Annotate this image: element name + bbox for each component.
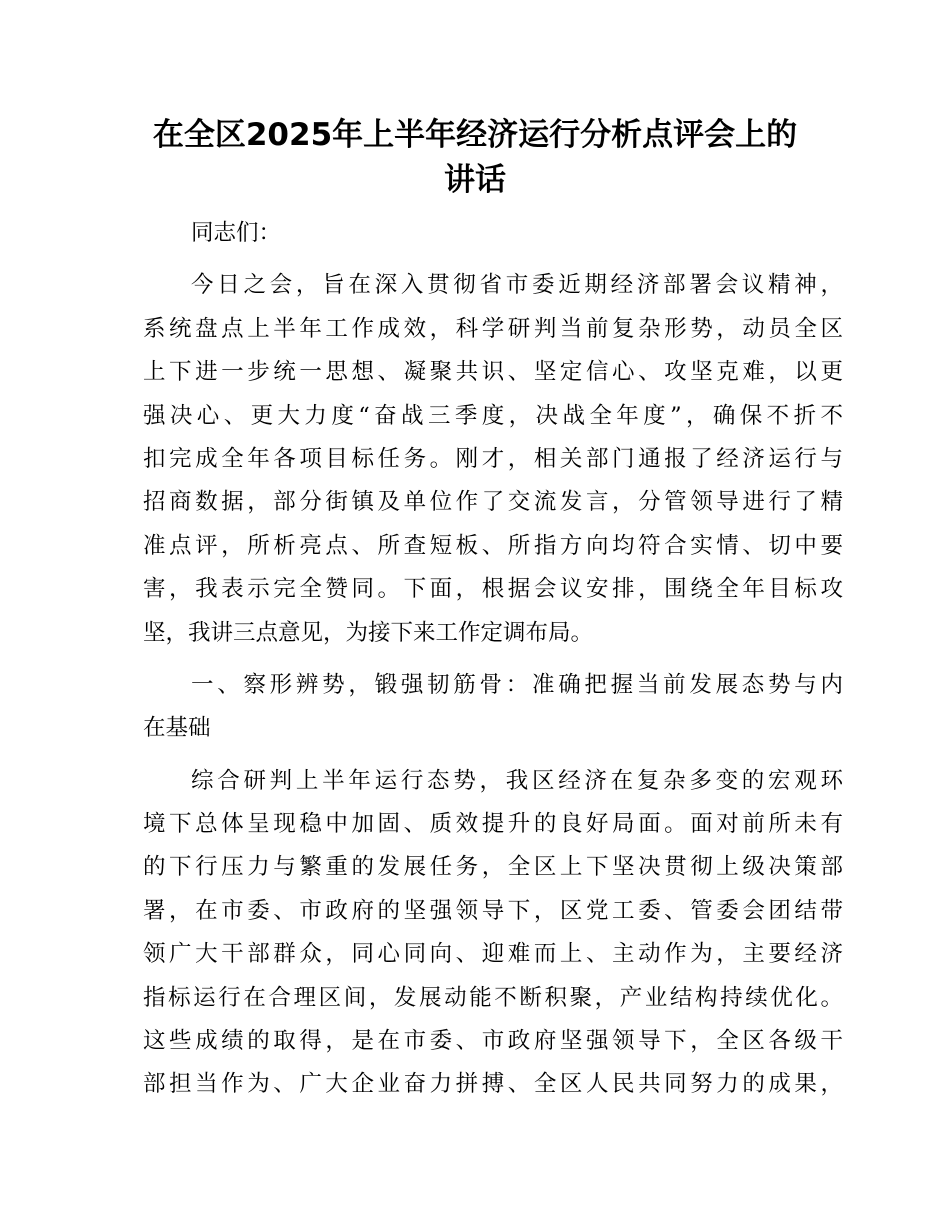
paragraph-line: 害，我表示完全赞同。下面，根据会议安排，围绕全年目标攻 bbox=[143, 576, 843, 603]
paragraph-line: 部担当作为、广大企业奋力拼搏、全区人民共同努力的成果， bbox=[143, 1071, 843, 1098]
paragraph-line: 坚，我讲三点意见，为接下来工作定调布局。 bbox=[143, 619, 594, 646]
paragraph-line: 署，在市委、市政府的坚强领导下，区党工委、管委会团结带 bbox=[143, 897, 843, 924]
document-title-line-1: 在全区2025年上半年经济运行分析点评会上的 bbox=[152, 117, 798, 153]
heading-line: 在基础 bbox=[143, 715, 211, 742]
document-body bbox=[143, 212, 843, 1107]
paragraph-line: 综合研判上半年运行态势，我区经济在复杂多变的宏观环 bbox=[191, 767, 843, 794]
paragraph-line: 指标运行在合理区间，发展动能不断积聚，产业结构持续优化。 bbox=[143, 984, 843, 1011]
paragraph-line: 强决心、更大力度“奋战三季度，决战全年度”，确保不折不 bbox=[143, 402, 843, 429]
paragraph-line: 招商数据，部分街镇及单位作了交流发言，分管领导进行了精 bbox=[143, 489, 843, 516]
paragraph-line: 领广大干部群众，同心同向、迎难而上、主动作为，主要经济 bbox=[143, 941, 843, 968]
paragraph-line: 扣完成全年各项目标任务。刚才，相关部门通报了经济运行与 bbox=[143, 445, 843, 472]
paragraph-line: 境下总体呈现稳中加固、质效提升的良好局面。面对前所未有 bbox=[143, 811, 843, 838]
section-heading-1 bbox=[143, 664, 843, 751]
paragraph-1 bbox=[143, 264, 843, 655]
paragraph-line: 今日之会，旨在深入贯彻省市委近期经济部署会议精神， bbox=[191, 272, 843, 299]
paragraph-line: 这些成绩的取得，是在市委、市政府坚强领导下，全区各级干 bbox=[143, 1028, 843, 1055]
paragraph-2 bbox=[143, 760, 843, 1107]
document-title-line-2: 讲话 bbox=[444, 162, 506, 198]
greeting: 同志们： bbox=[191, 220, 282, 246]
paragraph-line: 准点评，所析亮点、所查短板、所指方向均符合实情、切中要 bbox=[143, 532, 843, 559]
paragraph-line: 的下行压力与繁重的发展任务，全区上下坚决贯彻上级决策部 bbox=[143, 854, 843, 881]
heading-line: 一、察形辨势，锻强韧筋骨：准确把握当前发展态势与内 bbox=[191, 671, 843, 698]
paragraph-line: 系统盘点上半年工作成效，科学研判当前复杂形势，动员全区 bbox=[143, 315, 843, 342]
paragraph-line: 上下进一步统一思想、凝聚共识、坚定信心、攻坚克难，以更 bbox=[143, 359, 843, 386]
